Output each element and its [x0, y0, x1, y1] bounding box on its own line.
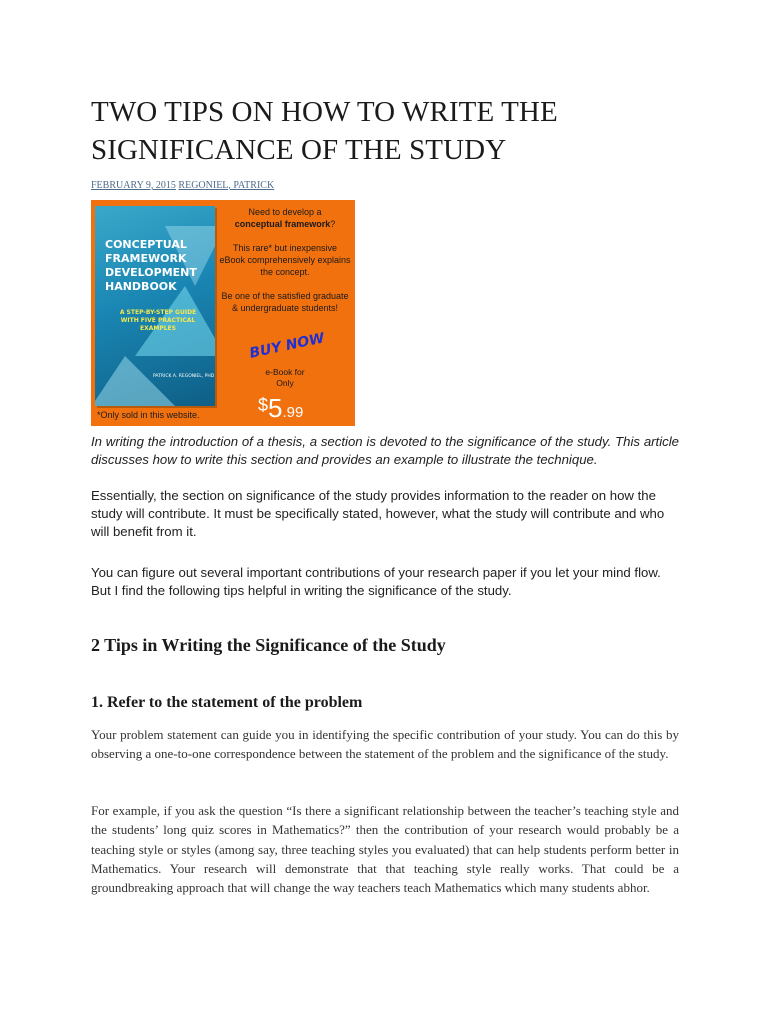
price-whole: 5: [268, 393, 283, 423]
section-heading: 2 Tips in Writing the Significance of the Study: [91, 635, 446, 655]
article-author-link[interactable]: REGONIEL, PATRICK: [178, 180, 275, 191]
ad-rare-text: This rare* but inexpensive eBook comprehensively explains the concept.: [219, 243, 351, 277]
article-meta: [91, 180, 274, 191]
ad-ebook-label: e-Book for: [265, 367, 305, 377]
intro-paragraph: In writing the introduction of a thesis, a section is devoted to the significance of the study. This article discusses how to write this section and provides an example to illustrate the technique.: [91, 434, 679, 467]
ebook-ad-banner[interactable]: [91, 200, 355, 426]
book-cover-subtitle: A STEP-BY-STEP GUIDE WITH FIVE PRACTICAL EXAMPLES: [119, 309, 197, 332]
book-cover-image: [95, 206, 215, 406]
body-paragraph-4: For example, if you ask the question “Is there a significant relationship between the teacher’s teaching style and the students’ long quiz scores in Mathematics?” then the contribution of your research would probably be a teaching style or styles (among say, three teaching styles you evaluated) that can help students perform better in Mathematics. Your research will demonstrate that that teaching style really works. That could be a groundbreaking approach that will change the way teachers teach Mathematics which many students abhor.: [91, 803, 679, 896]
ad-question-bold: conceptual framework: [234, 219, 331, 229]
subsection-heading: 1. Refer to the statement of the problem: [91, 694, 363, 711]
body-paragraph-2: You can figure out several important contributions of your research paper if you let your mind flow. But I find the following tips helpful in writing the significance of the study.: [91, 565, 661, 598]
ad-only-sold-note: *Only sold in this website.: [97, 410, 200, 420]
book-cover-author: PATRICK A. REGONIEL, PHD: [153, 374, 215, 379]
body-paragraph-3: Your problem statement can guide you in identifying the specific contribution of your study. You can do this by observing a one-to-one correspondence between the statement of the problem and the significance of the study.: [91, 727, 679, 762]
ad-satisfied-text: Be one of the satisfied graduate & undergraduate students!: [221, 291, 349, 313]
buy-now-button[interactable]: BUY NOW: [248, 330, 326, 362]
ad-question-pre: Need to develop a: [248, 207, 322, 217]
ad-ebook-for: [219, 367, 351, 389]
book-cover-title: CONCEPTUAL FRAMEWORK DEVELOPMENT HANDBOOK: [105, 238, 197, 293]
body-paragraph-1: Essentially, the section on significance of the study provides information to the reader on how the study will contribute. It must be specifically stated, however, what the study will contribute and who will benefit from it.: [91, 488, 665, 539]
ad-only-label: Only: [276, 378, 294, 388]
ad-question-post: ?: [330, 219, 336, 229]
ad-question: [219, 206, 351, 230]
price-currency: $: [258, 395, 269, 415]
price-decimal: .99: [282, 404, 304, 421]
article-title: TWO TIPS ON HOW TO WRITE THE SIGNIFICANCE OF THE STUDY: [91, 96, 558, 166]
ad-price: [258, 393, 303, 424]
article-date-link[interactable]: FEBRUARY 9, 2015: [91, 180, 176, 191]
